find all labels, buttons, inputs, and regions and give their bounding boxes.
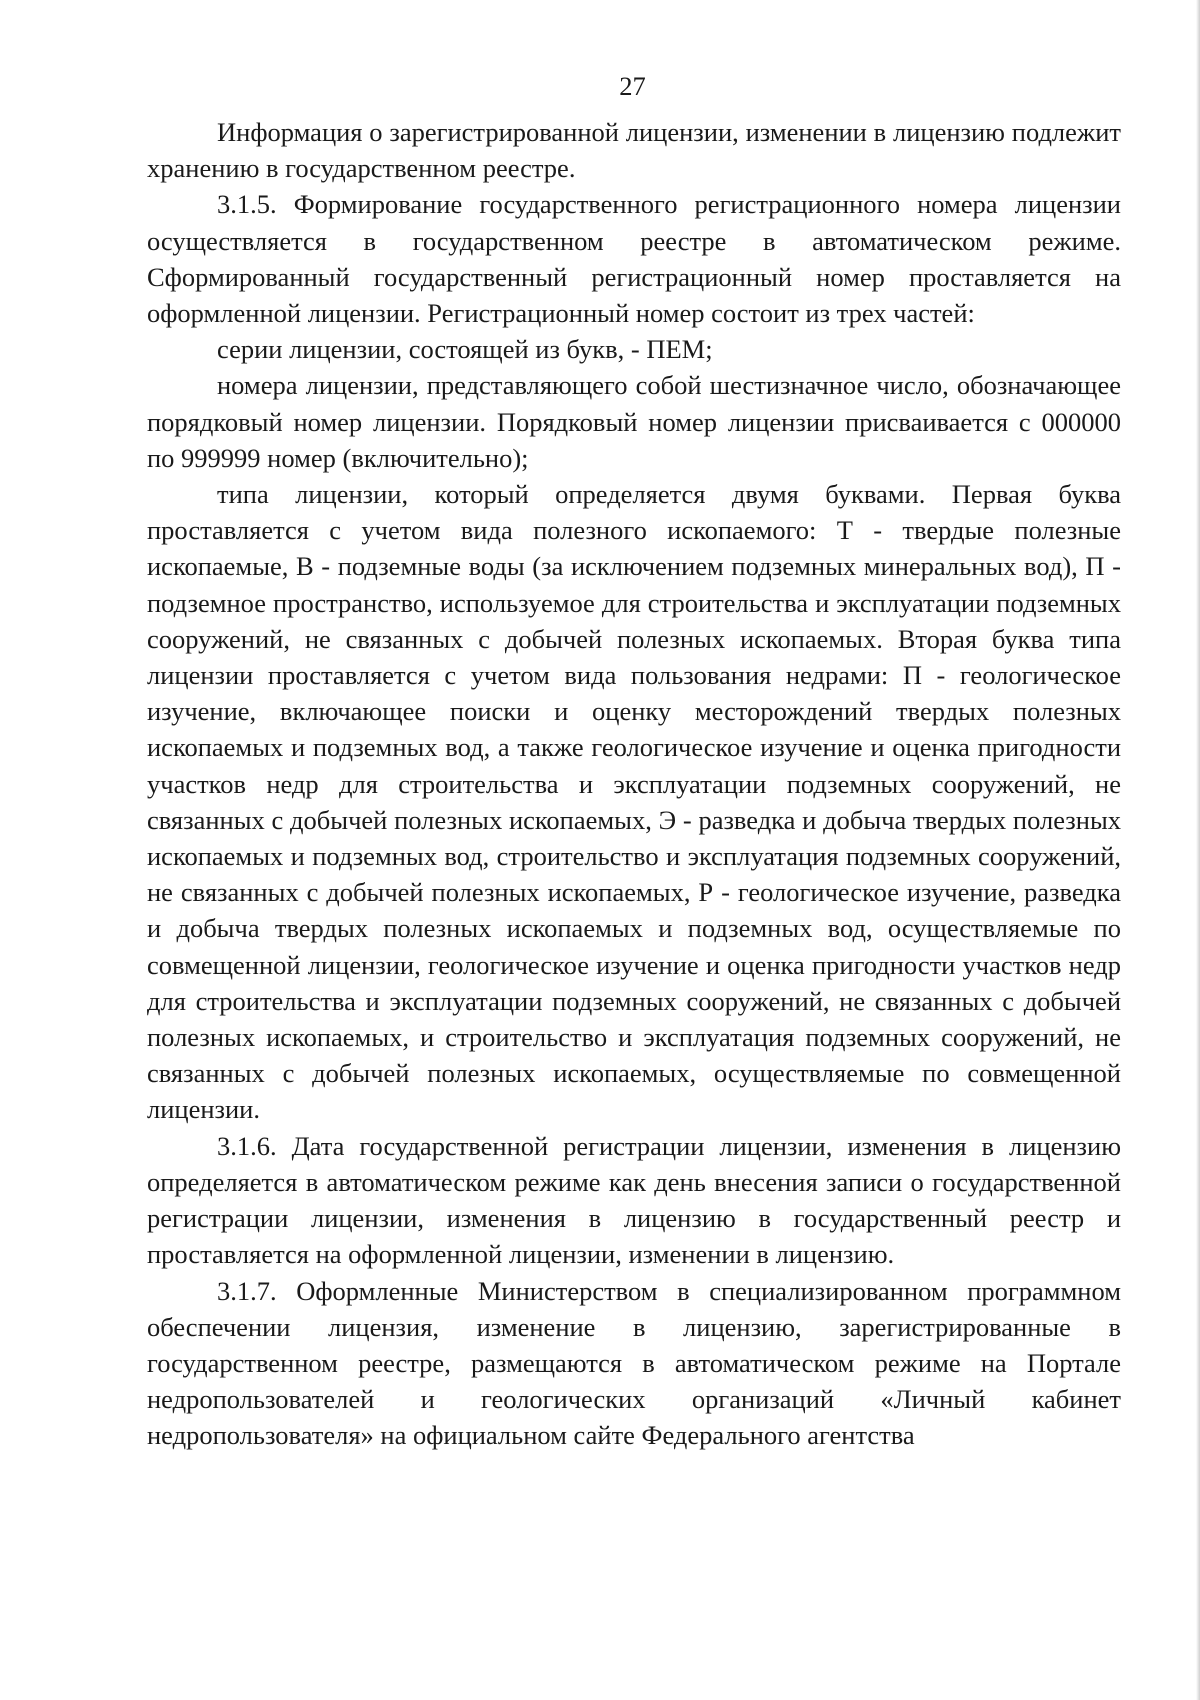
- scan-edge: [1196, 0, 1200, 1700]
- paragraph-3-1-7: 3.1.7. Оформленные Министерством в специализированном программном обеспечении лицензия, изменение в лицензию, зарегистрированные в государственном реестре, размещаются в автоматическом режиме на Портале недропользователей и геологических организаций «Личный кабинет недропользователя» на официальном сайте Федерального агентства: [147, 1275, 1121, 1451]
- paragraph-license-number: номера лицензии, представляющего собой шестизначное число, обозначающее порядковый номер лицензии. Порядковый номер лицензии присваивается с 000000 по 999999 номер (включительно);: [147, 370, 1121, 473]
- paragraph-3-1-5: 3.1.5. Формирование государственного регистрационного номера лицензии осуществляется в государственном реестре в автоматическом режиме. Сформированный государственный регистрационный номер проставляется на оформленной лицензии. Регистрационный номер состоит из трех частей:: [147, 189, 1121, 329]
- page-number: 27: [619, 71, 646, 101]
- paragraph-3-1-6: 3.1.6. Дата государственной регистрации лицензии, изменения в лицензию определяется в автоматическом режиме как день внесения записи о государственной регистрации лицензии, изменения в лицензию в государственный реестр и проставляется на оформленной лицензии, изменении в лицензию.: [147, 1130, 1121, 1270]
- paragraph-license-series: серии лицензии, состоящей из букв, - ПЕМ;: [217, 334, 713, 365]
- paragraph-registry-storage: Информация о зарегистрированной лицензии, изменении в лицензию подлежит хранению в государственном реестре.: [147, 117, 1121, 184]
- document-body: [147, 114, 1121, 1454]
- paragraph-license-type: типа лицензии, который определяется двумя буквами. Первая буква проставляется с учетом вида полезного ископаемого: Т - твердые полезные ископаемые, В - подземные воды (за исключением подземных минеральных вод), П - подземное пространство, используемое для строительства и эксплуатации подземных сооружений, не связанных с добычей полезных ископаемых. Вторая буква типа лицензии проставляется с учетом вида пользования недрами: П - геологическое изучение, включающее поиски и оценку месторождений твердых полезных ископаемых и подземных вод, а также геологическое изучение и оценка пригодности участков недр для строительства и эксплуатации подземных сооружений, не связанных с добычей полезных ископаемых, Э - разведка и добыча твердых полезных ископаемых и подземных вод, строительство и эксплуатация подземных сооружений, не связанных с добычей полезных ископаемых, Р - геологическое изучение, разведка и добыча твердых полезных ископаемых и подземных вод, осуществляемые по совмещенной лицензии, геологическое изучение и оценка пригодности участков недр для строительства и эксплуатации подземных сооружений, не связанных с добычей полезных ископаемых, и строительство и эксплуатация подземных сооружений, не связанных с добычей полезных ископаемых, осуществляемые по совмещенной лицензии.: [147, 479, 1121, 1125]
